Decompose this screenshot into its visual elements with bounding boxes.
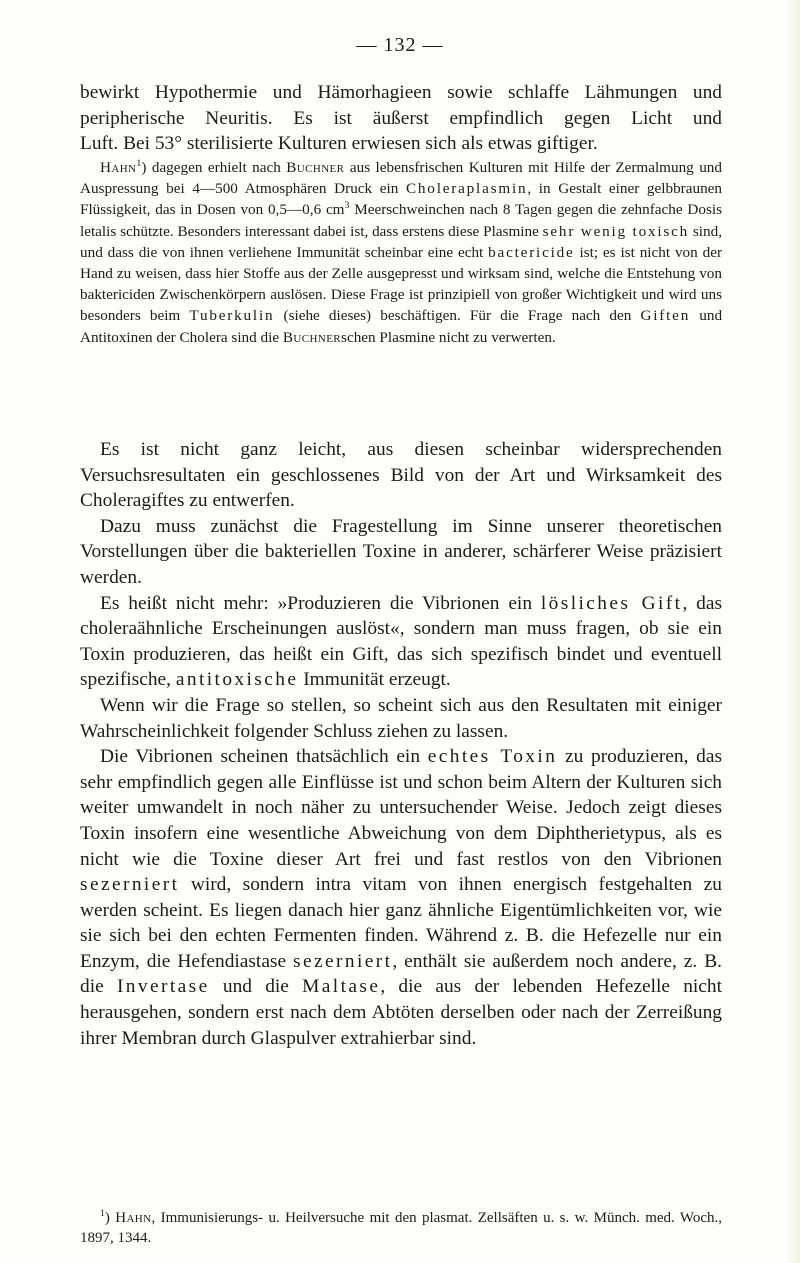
paragraph-schluss: Wenn wir die Frage so stellen, so scheint sich aus den Resultaten mit einiger Wahrscheinlichkeit folgender Schluss ziehen zu lassen.	[80, 694, 722, 742]
paragraph-loesliches-gift: Es heißt nicht mehr: »Produzieren die Vibrionen ein lösliches Gift, das choleraähnliche Erscheinungen auslöst«, sondern man muss fragen, ob sie ein Toxin produzieren, das heißt ein Gift, das sich spezifisch bindet und eventuell spezifische, antitoxische Immunität erzeugt.	[80, 592, 723, 691]
page-number: — 132 —	[356, 34, 444, 56]
footnote-marker: 1	[100, 1208, 105, 1219]
line-1: bewirkt Hypothermie und Hämorhagieen sowie schlaffe Lähmungen und	[80, 82, 722, 103]
emphasis-invertase: Invertase	[116, 976, 210, 998]
paragraph-continuation	[80, 80, 722, 157]
paragraph-choleragift: Es ist nicht ganz leicht, aus diesen scheinbar widersprechenden Versuchsresultaten ein geschlossenes Bild von der Art und Wirksamkeit des Choleragiftes zu entwerfen.	[80, 439, 722, 512]
emphasis-tuberkulin: Tuberkulin	[189, 307, 275, 325]
emphasis-sehr-wenig-toxisch: sehr wenig toxisch	[542, 222, 690, 240]
paragraph-small-print: Hahn$^1$) dagegen erhielt nach Buchner aus lebensfrischen Kulturen mit Hilfe der Zermalmung und Auspressung bei 4—500 Atmosphären Druck ein Choleraplasmin, in Gestalt einer gelbbraunen Flüssigkeit, das in Dosen von 0,5—0,6 $cm^3$ Meerschweinchen nach 8 Tagen gegen die zehnfache Dosis letalis schützte. Besonders interessant dabei ist, dass erstens diese Plasmine sehr wenig toxisch sind, und dass die von ihnen verliehene Immunität scheinbar eine echt bactericide ist; es ist nicht von der Hand zu weisen, dass hier Stoffe aus der Zelle ausgepresst und wirksam sind, welche die Entstehung von baktericiden Zwischenkörpern auslösen. Diese Frage ist prinzipiell von großer Wichtigkeit und wird uns besonders beim Tuberkulin (siehe dieses) beschäftigen. Für die Frage nach den Giften und Antitoxinen der Cholera sind die Buchnerschen Plasmine nicht zu verwerten.	[80, 157, 723, 346]
author-name-buchner: Buchner	[286, 159, 345, 176]
emphasis-sezerniert-2: sezerniert	[293, 950, 393, 972]
emphasis-loesliches-gift: lösliches Gift	[540, 592, 683, 614]
line-2: peripherische Neuritis. Es ist äußerst empfindlich gegen Licht und	[80, 107, 722, 129]
footnote: $^1$) Hahn, Immunisierungs- u. Heilversuche mit den plasmat. Zellsäften u. s. w. Münch. med. Woch., 1897, 1344.	[80, 1208, 722, 1246]
emphasis-giften: Giften	[640, 307, 691, 325]
emphasis-maltase: Maltase	[302, 976, 381, 998]
paragraph-fragestellung: Dazu muss zunächst die Fragestellung im Sinne unserer theoretischen Vorstellungen über die bakteriellen Toxine in anderer, schärferer Weise präzisiert werden.	[80, 515, 722, 588]
line-3: Luft. Bei 53° sterilisierte Kulturen erwiesen sich als etwas giftiger.	[80, 133, 598, 155]
footnote-citation: , Immunisierungs- u. Heilversuche mit den plasmat. Zellsäften u. s. w. Münch. med. Woch., 1897, 1344.	[80, 1210, 722, 1246]
author-name-hahn: Hahn	[100, 159, 137, 176]
footnote-reference: 1	[136, 157, 142, 169]
author-name-buchner-schen: Buchner	[282, 328, 342, 346]
term-choleraplasmin: Choleraplasmin	[405, 180, 528, 198]
emphasis-sezerniert: sezerniert	[80, 874, 180, 896]
page-edge-discoloration	[786, 0, 800, 1263]
paragraph-vibrionen: Die Vibrionen scheinen thatsächlich ein echtes Toxin zu produzieren, das sehr empfindlich gegen alle Einflüsse ist und schon beim Altern der Kulturen sich weiter umwandelt in noch näher zu untersuchender Weise. Jedoch zeigt dieses Toxin insofern eine wesentliche Abweichung von dem Diphtherietypus, als es nicht wie die Toxine dieser Art frei und fast restlos von den Vibrionen sezerniert wird, sondern intra vitam von ihnen energisch festgehalten zu werden scheint. Es liegen danach hier ganz ähnliche Eigentümlichkeiten vor, wie sie sich bei den echten Fermenten finden. Während z. B. die Hefezelle nur ein Enzym, die Hefendiastase sezerniert, enthält sie außerdem noch andere, z. B. die Invertase und die Maltase, die aus der lebenden Hefezelle nicht herausgehen, sondern erst nach dem Abtöten derselben oder nach der Zerreißung ihrer Membran durch Glaspulver extrahierbar sind.	[80, 746, 722, 1049]
emphasis-antitoxische: antitoxische	[175, 669, 299, 691]
emphasis-echtes-toxin: echtes Toxin	[427, 746, 558, 768]
main-text	[80, 437, 722, 1051]
footnote-author: Hahn	[115, 1210, 152, 1226]
emphasis-bactericide: bactericide	[488, 243, 575, 261]
